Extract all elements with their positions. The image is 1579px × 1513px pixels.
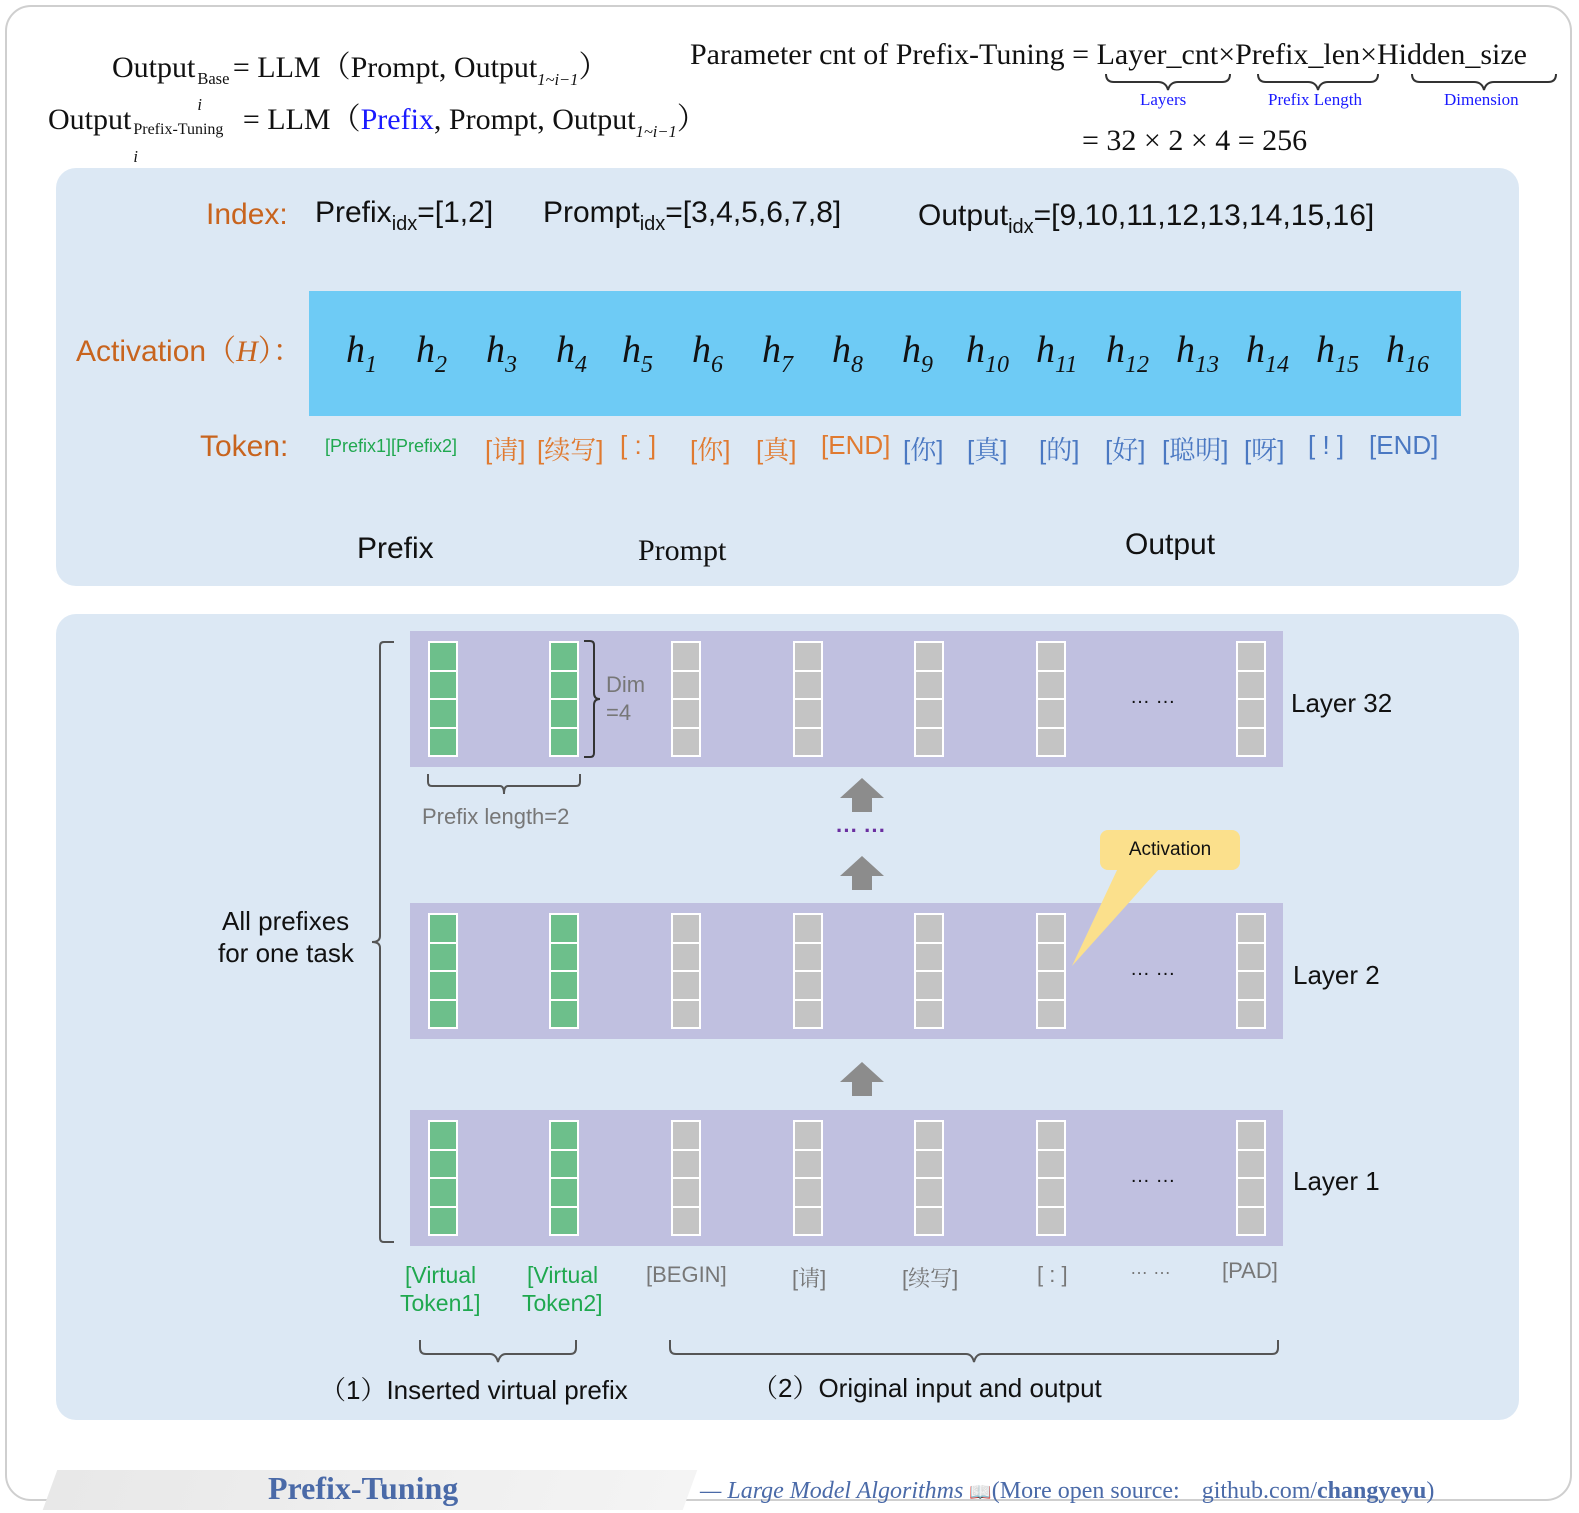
pad-token: [PAD] — [1222, 1258, 1278, 1283]
virtual-token-2-line2: Token2] — [522, 1290, 603, 1316]
virtual-prefix-brace — [420, 1340, 576, 1362]
begin-token: [BEGIN] — [646, 1262, 727, 1287]
hidden-size-term: Hidden_size — [1377, 38, 1527, 71]
activation-h1: $h_1$ — [346, 329, 377, 378]
prompt-token: [ : ] — [620, 430, 657, 460]
activation-h11: $h_{11}$ — [1036, 329, 1078, 378]
prefix-index: Prefix$_{idx}$=[1,2] — [315, 196, 494, 235]
prefix-term: Prefix — [360, 103, 434, 136]
activation-h10: $h_{10}$ — [966, 329, 1009, 378]
parameter-formula: Parameter cnt of Prefix-Tuning = Layer_cnt×Prefix_len×Hidden_size — [690, 38, 1527, 71]
up-arrow — [840, 1062, 884, 1096]
prefix-length-caption: Prefix Length — [1268, 90, 1362, 109]
layer-2-label: Layer 2 — [1293, 960, 1380, 990]
activation-label: Activation（H）： — [76, 335, 303, 368]
output-index: Output$_{idx}$=[9,10,11,12,13,14,15,16] — [918, 199, 1375, 238]
activation-h6: $h_6$ — [692, 329, 723, 378]
output-token: [聪明] — [1162, 435, 1229, 465]
dim-label: Dim — [606, 672, 646, 697]
virtual-token-2-line1: [Virtual — [527, 1262, 599, 1288]
footer-credit: — Large Model Algorithms 📖(More open source: github.com/changyeyu) — [700, 1478, 1435, 1504]
activation-h13: $h_{13}$ — [1176, 329, 1219, 378]
prefix-tokens: [Prefix1][Prefix2] — [325, 436, 458, 456]
base-formula: Output Base i = LLM（Prompt, Output$_{1\sim i-1}$） — [112, 51, 609, 114]
layer-ellipsis: … … — [1130, 1165, 1176, 1187]
footer-title: Prefix-Tuning — [268, 1470, 459, 1506]
prefix-tuning-formula: Output Prefix-Tuning i = LLM（Prefix, Prompt, Output$_{1\sim i-1}$） — [48, 103, 707, 166]
original-io-brace — [670, 1340, 1278, 1362]
layers-caption: Layers — [1140, 90, 1187, 109]
output-group-label: Output — [1125, 528, 1216, 561]
input-token: [续写] — [902, 1266, 959, 1291]
activation-h9: $h_9$ — [902, 329, 933, 378]
up-arrow — [840, 778, 884, 812]
activation-callout: Activation — [1100, 830, 1240, 870]
output-token: [好] — [1105, 435, 1146, 465]
prefix-length-brace — [428, 774, 580, 794]
activation-h8: $h_8$ — [832, 329, 863, 378]
layer-1-label: Layer 1 — [1293, 1166, 1380, 1196]
dim-brace — [584, 641, 600, 757]
output-token: [呀] — [1244, 435, 1285, 465]
output-token: [真] — [967, 435, 1008, 465]
activation-h2: $h_2$ — [416, 329, 447, 378]
activation-h4: $h_4$ — [556, 329, 587, 378]
token-ellipsis: … … — [1130, 1258, 1172, 1278]
up-arrow — [840, 856, 884, 890]
prefix-group-label: Prefix — [357, 532, 434, 565]
prompt-token: [真] — [756, 435, 797, 465]
layer-32-label: Layer 32 — [1291, 688, 1393, 718]
prompt-token: [请] — [485, 435, 526, 465]
activation-h7: $h_7$ — [762, 329, 793, 378]
input-token: [ : ] — [1037, 1262, 1068, 1287]
caption-inserted-prefix: （1）Inserted virtual prefix — [320, 1375, 628, 1405]
activation-h15: $h_{15}$ — [1316, 329, 1359, 378]
output-token: [的] — [1039, 435, 1080, 465]
layer-ellipsis: … … — [1130, 958, 1176, 980]
prompt-group-label: Prompt — [638, 534, 727, 567]
github-link[interactable]: github.com/changyeyu — [1201, 1478, 1427, 1504]
output-token: [END] — [1369, 430, 1439, 460]
prefix-length-label: Prefix length=2 — [422, 804, 570, 829]
activation-h16: $h_{16}$ — [1386, 329, 1429, 378]
prompt-index: Prompt$_{idx}$=[3,4,5,6,7,8] — [543, 196, 842, 235]
layer-cnt-term: Layer_cnt — [1096, 38, 1219, 71]
prompt-token: [你] — [690, 435, 731, 465]
caption-original-io: （2）Original input and output — [752, 1373, 1102, 1403]
virtual-token-1-line1: [Virtual — [405, 1262, 477, 1288]
index-label: Index: — [206, 198, 288, 231]
output-token: [ ! ] — [1308, 430, 1345, 460]
parameter-result: = 32 × 2 × 4 = 256 — [1082, 124, 1308, 157]
layer-ellipsis: … … — [1130, 686, 1176, 708]
input-token: [请] — [792, 1266, 827, 1291]
layer-dots: ··· ··· — [836, 818, 887, 843]
all-prefixes-label: All prefixes — [222, 906, 350, 936]
activation-h12: $h_{12}$ — [1106, 329, 1149, 378]
activation-h14: $h_{14}$ — [1246, 329, 1289, 378]
prompt-token: [续写] — [537, 435, 604, 465]
prefix-len-term: Prefix_len — [1235, 38, 1361, 71]
dim-value: =4 — [606, 700, 632, 725]
activation-h3: $h_3$ — [486, 329, 517, 378]
virtual-token-1-line2: Token1] — [400, 1290, 481, 1316]
dimension-caption: Dimension — [1444, 90, 1519, 109]
all-prefixes-brace — [372, 642, 394, 1242]
for-one-task-label: for one task — [218, 938, 354, 968]
activation-callout-pointer — [1072, 868, 1160, 966]
output-token: [你] — [903, 435, 944, 465]
activation-h5: $h_5$ — [622, 329, 653, 378]
token-label: Token: — [200, 430, 289, 463]
prompt-token: [END] — [821, 430, 891, 460]
book-icon: 📖 — [969, 1482, 992, 1502]
